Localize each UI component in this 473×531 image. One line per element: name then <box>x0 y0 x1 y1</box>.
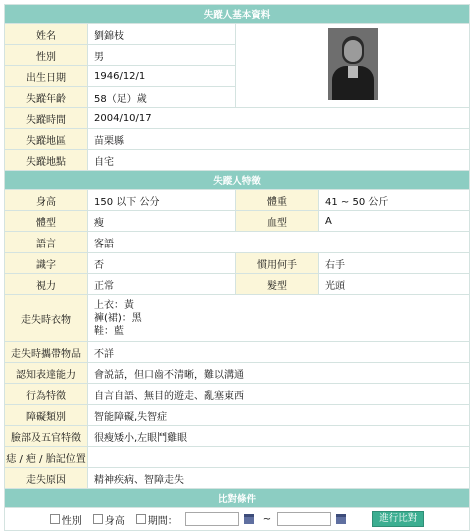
behavior-value: 自言自語、無目的遊走、亂塞東西 <box>88 384 470 405</box>
literacy-value: 否 <box>88 253 236 274</box>
missing-time-value: 2004/10/17 <box>88 108 470 129</box>
language-label: 語言 <box>5 232 88 253</box>
height-filter-label: 身高 <box>104 515 125 527</box>
clothing-line: 鞋：藍 <box>94 325 124 337</box>
cause-value: 精神疾病、智障走失 <box>88 468 470 489</box>
calendar-icon[interactable] <box>336 514 346 524</box>
record-table <box>4 4 470 531</box>
hand-value: 右手 <box>319 253 470 274</box>
behavior-label: 行為特徵 <box>5 384 88 405</box>
start-date-input[interactable] <box>185 512 239 526</box>
gender-value: 男 <box>88 45 236 66</box>
gender-filter[interactable] <box>50 512 82 527</box>
gender-filter-label: 性別 <box>61 515 82 527</box>
missing-region-value: 苗栗縣 <box>88 129 470 150</box>
missing-person-record <box>4 4 469 531</box>
clothing-line: 上衣：黃 <box>94 299 134 311</box>
compare-submit-button[interactable]: 進行比對 <box>372 511 424 527</box>
vision-label: 視力 <box>5 274 88 295</box>
missing-region-label: 失蹤地區 <box>5 129 88 150</box>
photo-cell <box>236 24 470 108</box>
name-value: 劉錦枝 <box>88 24 236 45</box>
hair-value: 光頭 <box>319 274 470 295</box>
name-label: 姓名 <box>5 24 88 45</box>
compare-header: 比對條件 <box>5 489 470 508</box>
items-value: 不詳 <box>88 342 470 363</box>
language-value: 客語 <box>88 232 470 253</box>
missing-place-label: 失蹤地點 <box>5 150 88 171</box>
height-checkbox[interactable] <box>93 514 103 524</box>
blood-label: 血型 <box>236 211 319 232</box>
missing-age-label: 失蹤年齡 <box>5 87 88 108</box>
missing-time-label: 失蹤時間 <box>5 108 88 129</box>
weight-label: 體重 <box>236 190 319 211</box>
period-filter[interactable] <box>136 512 178 527</box>
gender-checkbox[interactable] <box>50 514 60 524</box>
face-value: 很瘦矮小,左眼鬥雞眼 <box>88 426 470 447</box>
features-header: 失蹤人特徵 <box>5 171 470 190</box>
blood-value: A <box>319 211 470 232</box>
marks-label: 痣 / 疤 / 胎記位置 <box>5 447 88 468</box>
period-filter-label: 期間： <box>147 515 178 527</box>
height-label: 身高 <box>5 190 88 211</box>
date-range-separator: ~ <box>262 513 272 525</box>
vision-value: 正常 <box>88 274 236 295</box>
cognition-value: 會説話，但口齒不清晰，難以溝通 <box>88 363 470 384</box>
cause-label: 走失原因 <box>5 468 88 489</box>
end-date-input[interactable] <box>277 512 331 526</box>
build-label: 體型 <box>5 211 88 232</box>
calendar-icon[interactable] <box>244 514 254 524</box>
marks-value <box>88 447 470 468</box>
hair-label: 髮型 <box>236 274 319 295</box>
basic-info-header: 失蹤人基本資料 <box>5 5 470 24</box>
build-value: 瘦 <box>88 211 236 232</box>
weight-value: 41 ~ 50 公斤 <box>319 190 470 211</box>
birthdate-label: 出生日期 <box>5 66 88 87</box>
face-label: 臉部及五官特徵 <box>5 426 88 447</box>
height-value: 150 以下 公分 <box>88 190 236 211</box>
literacy-label: 識字 <box>5 253 88 274</box>
items-label: 走失時攜帶物品 <box>5 342 88 363</box>
missing-place-value: 自宅 <box>88 150 470 171</box>
period-checkbox[interactable] <box>136 514 146 524</box>
birthdate-value: 1946/12/1 <box>88 66 236 87</box>
clothing-label: 走失時衣物 <box>5 295 88 342</box>
disability-label: 障礙類別 <box>5 405 88 426</box>
height-filter[interactable] <box>93 512 125 527</box>
cognition-label: 認知表達能力 <box>5 363 88 384</box>
gender-label: 性別 <box>5 45 88 66</box>
missing-age-value: 58（足）歲 <box>88 87 236 108</box>
hand-label: 慣用何手 <box>236 253 319 274</box>
compare-filters <box>5 508 470 531</box>
clothing-line: 褲(裙)：黑 <box>94 312 142 324</box>
clothing-value <box>88 295 470 342</box>
disability-value: 智能障礙,失智症 <box>88 405 470 426</box>
portrait-photo <box>328 28 378 100</box>
